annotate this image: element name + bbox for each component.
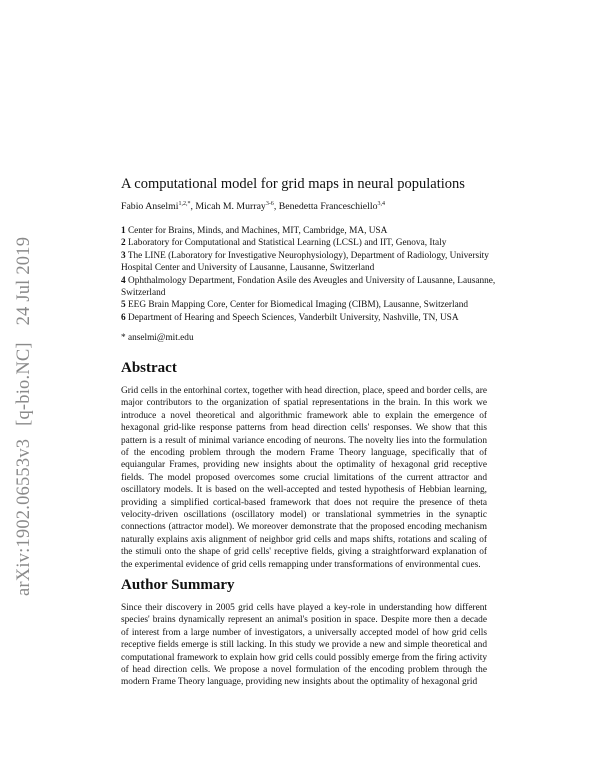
- affiliation: [121, 312, 501, 324]
- affiliation-number: 3: [121, 250, 126, 261]
- affiliation-number: 1: [121, 226, 126, 236]
- arxiv-date: 24 Jul 2019: [14, 236, 34, 326]
- abstract-heading: Abstract: [121, 360, 177, 376]
- arxiv-identifier: [14, 0, 35, 596]
- affiliation-number: 6: [121, 312, 126, 323]
- arxiv-category: [q-bio.NC]: [14, 342, 34, 426]
- affiliation-number: 5: [121, 300, 126, 311]
- affiliation-text: Center for Brains, Minds, and Machines, MIT, Cambridge, MA, USA: [127, 226, 388, 236]
- affiliation-text: Laboratory for Computational and Statistical Learning (LCSL) and IIT, Genova, Italy: [127, 238, 447, 249]
- affiliation: [121, 225, 501, 237]
- abstract-body: Grid cells in the entorhinal cortex, together with head direction, place, speed and border cells, are major contributors to the organization of spatial representations in the brain. In this work we introduce a novel theoretical and algorithmic framework able to explain the emergence of hexagonal grid-like response patterns from head direction cells' responses. We show that this pattern is a result of minimal variance encoding of neurons. The novelty lies into the formulation of the encoding problem through the modern Frame Theory language, specifically that of equiangular Frames, providing new insights about the optimality of hexagonal grid receptive fields. The model proposed overcomes some crucial limitations of the current attractor and oscillatory models. It is based on the well-accepted and tested hypothesis of Hebbian learning, providing a simplified cortical-based framework that does not require the presence of theta velocity-driven oscillations (oscillatory model) or translational symmetries in the synaptic connections (attractor model). We moreover demonstrate that the proposed encoding mechanism naturally explains axis alignment of neighbor grid cells and maps shifts, rotations and scaling of the stimuli onto the shape of grid cells' receptive fields, giving a straightforward explanation of the experimental evidence of grid cells remapping under transformations of environmental cues.: [121, 386, 487, 570]
- affiliation: [121, 275, 501, 300]
- author-affiliation-marker: 1,2,*: [178, 201, 191, 207]
- affiliation-list: [121, 225, 501, 324]
- author-name: Benedetta Franceschiello: [278, 201, 378, 212]
- affiliation-text: Department of Hearing and Speech Sciences, Vanderbilt University, Nashville, TN, USA: [127, 312, 459, 323]
- affiliation: [121, 250, 501, 275]
- author-name: Fabio Anselmi: [121, 201, 179, 212]
- arxiv-id: arXiv:1902.06553v3: [14, 438, 34, 596]
- affiliation-text: EEG Brain Mapping Core, Center for Biomedical Imaging (CIBM), Lausanne, Switzerland: [127, 300, 469, 311]
- affiliation-text: Ophthalmology Department, Fondation Asile des Aveugles and University of Lausanne, Lausanne, Switzerland: [121, 275, 496, 299]
- corresponding-email[interactable]: * anselmi@mit.edu: [121, 333, 194, 343]
- affiliation-number: 2: [121, 238, 126, 249]
- affiliation: [121, 299, 501, 311]
- author-affiliation-marker: 3-6: [265, 201, 274, 207]
- author-summary-body: Since their discovery in 2005 grid cells have played a key-role in understanding how different species' brains dynamically represent an animal's position in space. Despite more then a decade of interest from a large number of investigators, a universally accepted model of how grid cells receptive fields emerge is still lacking. In this study we provide a new and simple theoretical and computational framework to explain how grid cells could possibly emerge from the firing activity of head direction cells. We propose a novel formulation of the encoding problem through the modern Frame Theory language, providing new insights about the optimality of hexagonal grid: [121, 603, 487, 688]
- author-name: Micah M. Murray: [195, 201, 266, 212]
- author-list: Fabio Anselmi$^{1,2,*}$, Micah M. Murray$^{3-6}$, Benedetta Franceschiello$^{3,4}$: [121, 201, 385, 212]
- paper-title: A computational model for grid maps in neural populations: [121, 176, 465, 192]
- affiliation: [121, 237, 501, 249]
- affiliation-text: The LINE (Laboratory for Investigative Neurophysiology), Department of Radiology, University Hospital Center and University of Lausanne, Lausanne, Switzerland: [121, 250, 489, 274]
- affiliation-number: 4: [121, 275, 126, 286]
- author-summary-heading: Author Summary: [121, 577, 235, 593]
- author-affiliation-marker: 3,4: [377, 201, 385, 207]
